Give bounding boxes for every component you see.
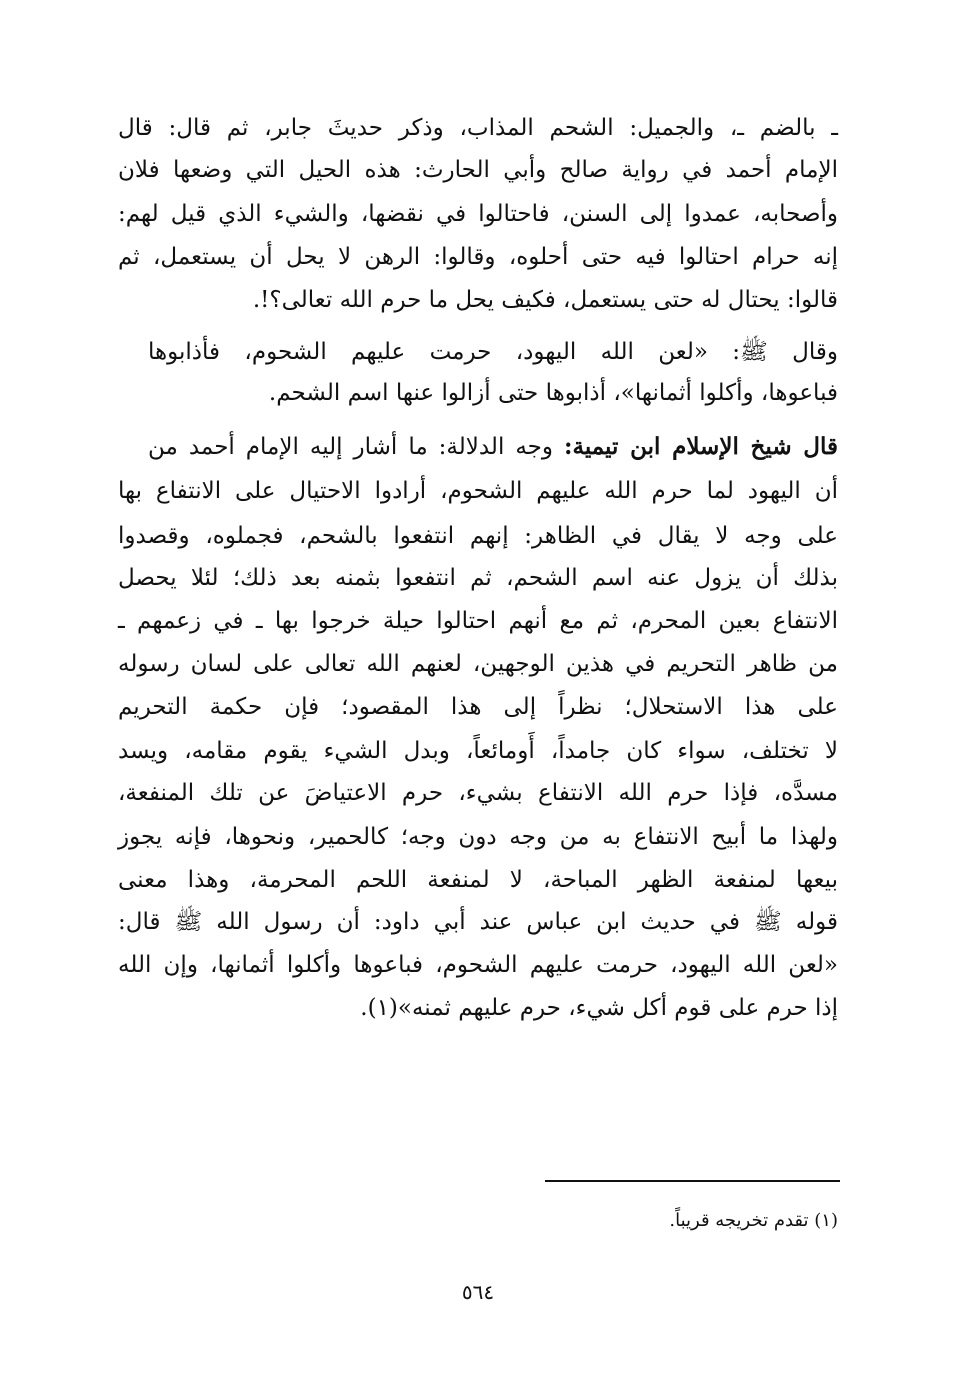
text-line: من ظاهر التحريم في هذين الوجهين، لعنهم الله تعالى على لسان رسوله [118, 651, 838, 677]
text-line: إذا حرم على قوم أكل شيء، حرم عليهم ثمنه»(١). [360, 995, 838, 1021]
text-line: على هذا الاستحلال؛ نظراً إلى هذا المقصود؛ فإن حكمة التحريم [118, 694, 838, 720]
text-line: فباعوها، وأكلوا أثمانها»، أذابوها حتى أزالوا عنها اسم الشحم. [268, 380, 838, 406]
footnote-separator [545, 1180, 840, 1182]
text-line: وأصحابه، عمدوا إلى السنن، فاحتالوا في نقضها، والشيء الذي قيل لهم: [118, 201, 838, 227]
text-line: لا تختلف، سواء كان جامداً، أَومائعاً، وبدل الشيء يقوم مقامه، ويسد [118, 738, 839, 764]
text-line: قوله ﷺ في حديث ابن عباس عند أبي داود: أن رسول الله ﷺ قال: [118, 909, 838, 935]
text-line: إنه حرام احتالوا فيه حتى أحلوه، وقالوا: الرهن لا يحل أن يستعمل، ثم [118, 244, 838, 270]
footnote: (١) تقدم تخريجه قريباً. [669, 1210, 838, 1231]
page-number: ٥٦٤ [461, 1280, 495, 1304]
text-line: ولهذا ما أبيح الانتفاع به من وجه دون وجه؛ كالحمير، ونحوها، فإنه يجوز [118, 824, 838, 850]
speaker-name: قال شيخ الإسلام ابن تيمية: [564, 433, 838, 460]
text-line: وقال ﷺ: «لعن الله اليهود، حرمت عليهم الشحوم، فأذابوها [148, 339, 838, 365]
text-line: بيعها لمنفعة الظهر المباحة، لا لمنفعة اللحم المحرمة، وهذا معنى [118, 867, 838, 893]
text-line: الانتفاع بعين المحرم، ثم مع أنهم احتالوا حيلة خرجوا بها ـ في زعمهم ـ [118, 608, 838, 634]
text-line: بذلك أن يزول عنه اسم الشحم، ثم انتفعوا بثمنه بعد ذلك؛ لئلا يحصل [118, 565, 838, 591]
text-line: قالوا: يحتال له حتى يستعمل، فكيف يحل ما حرم الله تعالى؟!. [252, 287, 838, 313]
text-line: «لعن الله اليهود، حرمت عليهم الشحوم، فباعوها وأكلوا أثمانها، وإن الله [118, 952, 838, 978]
text-span: وجه الدلالة: ما أشار إليه الإمام أحمد من [148, 434, 564, 460]
text-line [148, 432, 838, 462]
text-line: مسدَّه، فإذا حرم الله الانتفاع بشيء، حرم الاعتياضَ عن تلك المنفعة، [118, 780, 838, 806]
text-line: على وجه لا يقال في الظاهر: إنهم انتفعوا بالشحم، فجملوه، وقصدوا [118, 523, 838, 549]
text-line: أن اليهود لما حرم الله عليهم الشحوم، أرادوا الاحتيال على الانتفاع بها [118, 478, 838, 504]
text-line: الإمام أحمد في رواية صالح وأبي الحارث: هذه الحيل التي وضعها فلان [118, 157, 838, 183]
text-line: ـ بالضم ـ، والجميل: الشحم المذاب، وذكر حديثَ جابر، ثم قال: قال [118, 115, 838, 141]
